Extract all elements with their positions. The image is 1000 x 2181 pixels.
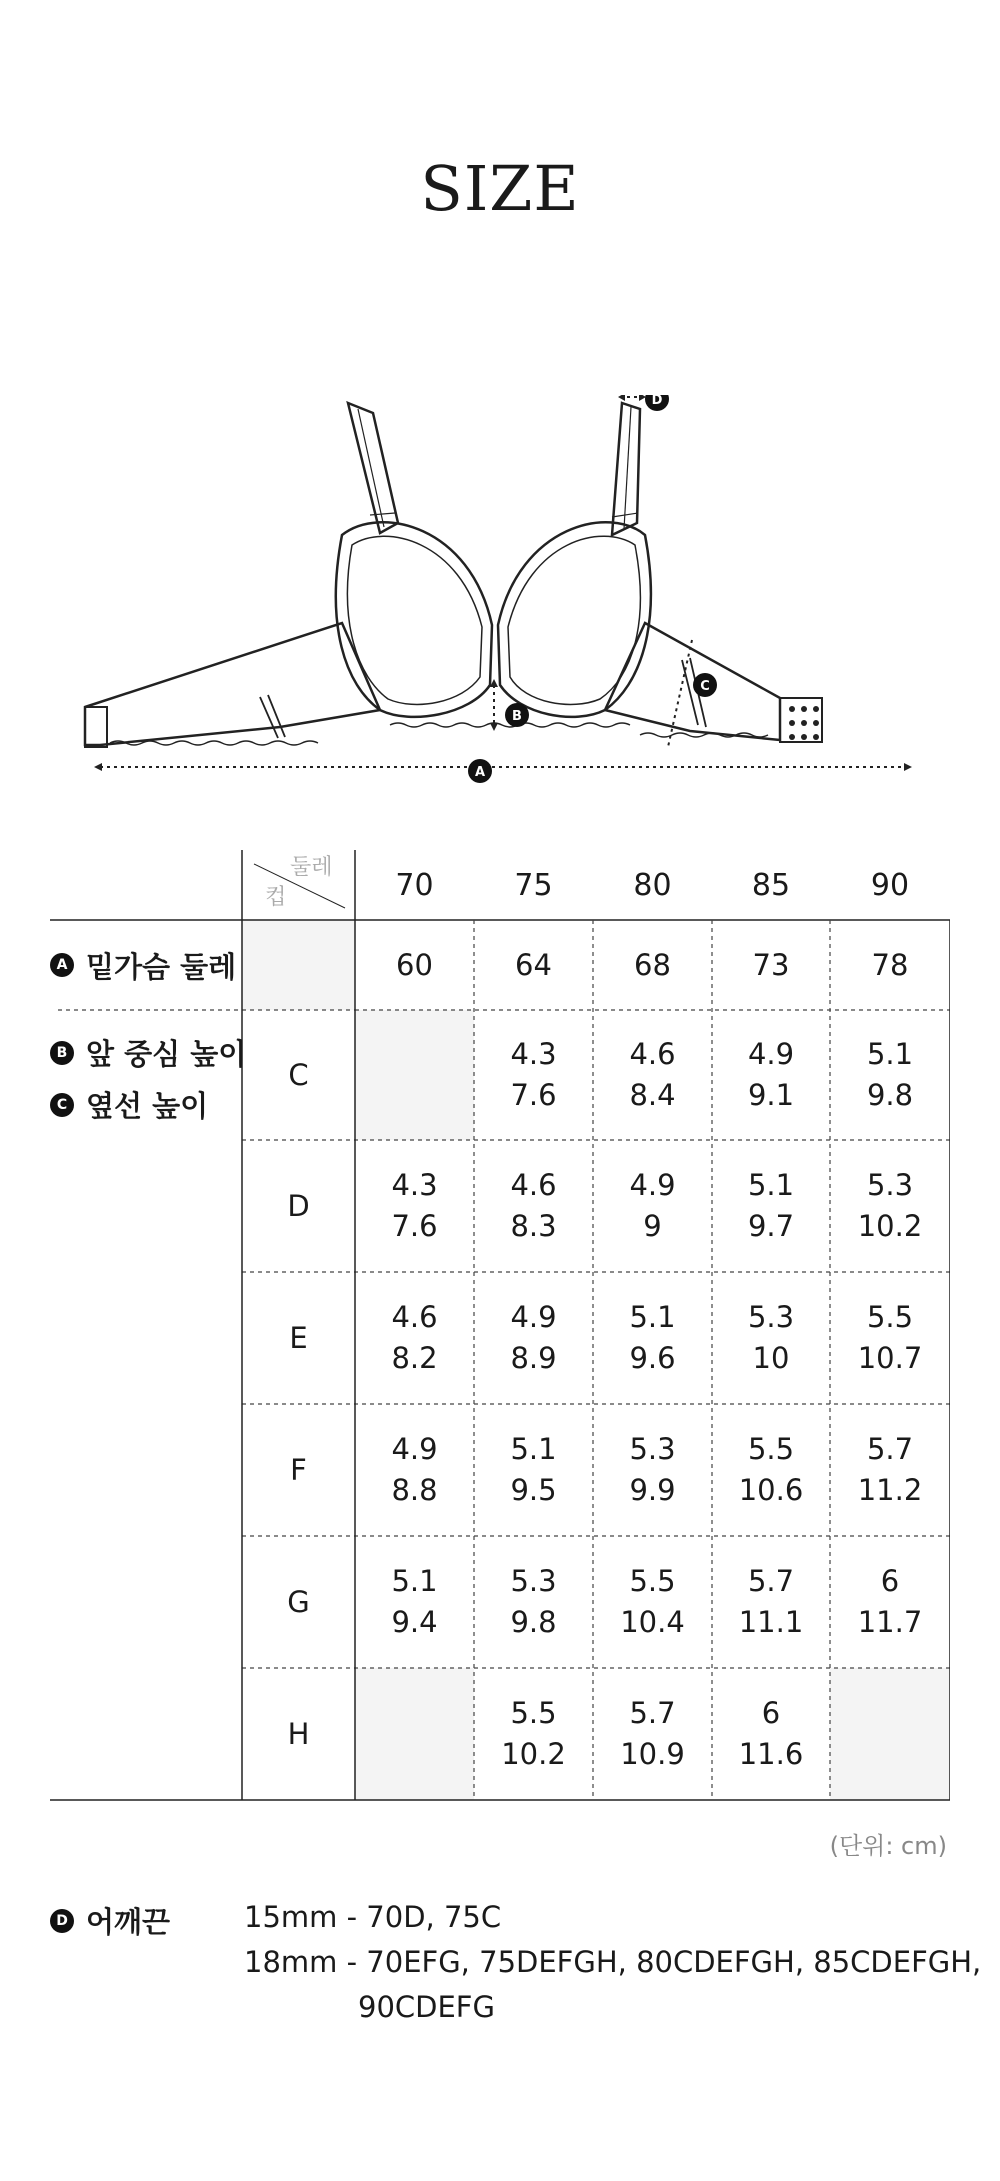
side-height-value: 11.2 bbox=[857, 1473, 923, 1507]
side-height-value: 9.7 bbox=[747, 1209, 795, 1243]
size-cell bbox=[712, 1010, 830, 1140]
side-height-value: 10.7 bbox=[857, 1341, 923, 1375]
front-height-value: 4.6 bbox=[510, 1168, 557, 1202]
front-height-value: 4.3 bbox=[510, 1037, 557, 1071]
cup-label: D bbox=[287, 1188, 310, 1223]
height-label-b bbox=[50, 1032, 246, 1073]
side-height-value: 9 bbox=[643, 1209, 662, 1243]
badge-a: A bbox=[50, 953, 74, 977]
size-cell bbox=[355, 1404, 474, 1536]
band-size-label: 70 bbox=[395, 867, 434, 903]
size-cell bbox=[712, 1536, 830, 1668]
side-height-value: 10.2 bbox=[501, 1737, 566, 1771]
marker-a: A bbox=[474, 765, 486, 780]
front-height-value: 5.3 bbox=[629, 1432, 676, 1466]
side-height-value: 8.8 bbox=[391, 1473, 438, 1507]
bra-illustration bbox=[80, 395, 920, 795]
side-height-value: 11.1 bbox=[738, 1605, 804, 1639]
front-height-value: 5.5 bbox=[866, 1300, 914, 1334]
cup-label-cell bbox=[242, 1536, 355, 1668]
underbust-cell bbox=[355, 920, 474, 1010]
side-height-value: 9.5 bbox=[510, 1473, 557, 1507]
underbust-value: 64 bbox=[515, 947, 552, 982]
strap-line-1: 15mm - 70D, 75C bbox=[244, 1900, 502, 1934]
size-cell bbox=[593, 1140, 712, 1272]
height-label-text: 옆선 높이 bbox=[86, 1089, 209, 1123]
cup-label-cell bbox=[242, 1140, 355, 1272]
front-height-value: 5.1 bbox=[866, 1037, 914, 1071]
front-height-value: 4.6 bbox=[629, 1037, 676, 1071]
band-size-header bbox=[355, 850, 474, 920]
size-cell bbox=[474, 1010, 593, 1140]
side-height-value: 9.6 bbox=[629, 1341, 676, 1375]
marker-d: D bbox=[651, 395, 663, 408]
size-cell bbox=[355, 1010, 474, 1140]
cup-label-cell bbox=[242, 1272, 355, 1404]
badge-c: C bbox=[50, 1093, 74, 1117]
size-cell bbox=[830, 1536, 950, 1668]
front-height-value: 6 bbox=[761, 1696, 781, 1730]
size-cell bbox=[593, 1272, 712, 1404]
front-height-value: 5.5 bbox=[747, 1432, 795, 1466]
size-cell bbox=[593, 1404, 712, 1536]
badge-d: D bbox=[50, 1909, 74, 1933]
side-height-value: 9.8 bbox=[510, 1605, 557, 1639]
band-size-header bbox=[474, 850, 593, 920]
size-cell bbox=[474, 1668, 593, 1800]
underbust-value: 73 bbox=[752, 947, 790, 982]
size-cell bbox=[593, 1536, 712, 1668]
front-height-value: 4.9 bbox=[629, 1168, 676, 1202]
front-height-value: 5.5 bbox=[629, 1564, 676, 1598]
band-size-header bbox=[712, 850, 830, 920]
strap-label-text: 어깨끈 bbox=[86, 1905, 171, 1939]
front-height-value: 5.7 bbox=[866, 1432, 914, 1466]
front-height-value: 5.1 bbox=[629, 1300, 676, 1334]
corner-band-label: 둘레 bbox=[290, 855, 333, 880]
side-height-value: 10 bbox=[752, 1341, 790, 1375]
unit-note: (단위: cm) bbox=[829, 1832, 947, 1860]
underbust-cell bbox=[712, 920, 830, 1010]
front-height-value: 5.1 bbox=[391, 1564, 438, 1598]
side-height-value: 10.2 bbox=[857, 1209, 923, 1243]
front-height-value: 4.9 bbox=[510, 1300, 557, 1334]
underbust-row-label bbox=[50, 920, 236, 1010]
size-table bbox=[50, 850, 950, 1806]
cup-label-cell bbox=[242, 1010, 355, 1140]
front-height-value: 4.6 bbox=[391, 1300, 438, 1334]
page-title: SIZE bbox=[420, 152, 580, 225]
height-label-text: 앞 중심 높이 bbox=[86, 1037, 247, 1071]
underbust-value: 68 bbox=[634, 947, 671, 982]
size-cell bbox=[593, 1668, 712, 1800]
front-height-value: 5.1 bbox=[510, 1432, 557, 1466]
empty-cell-shade bbox=[242, 920, 355, 1010]
band-size-header bbox=[593, 850, 712, 920]
band-size-header bbox=[830, 850, 950, 920]
size-cell bbox=[830, 1140, 950, 1272]
size-cell bbox=[474, 1404, 593, 1536]
strap-label bbox=[50, 1900, 170, 1941]
size-cell bbox=[355, 1536, 474, 1668]
height-label-c bbox=[50, 1084, 208, 1125]
size-cell bbox=[355, 1668, 474, 1800]
side-height-value: 8.9 bbox=[510, 1341, 557, 1375]
underbust-label: 밑가슴 둘레 bbox=[86, 949, 237, 984]
size-cell bbox=[474, 1140, 593, 1272]
cup-label: F bbox=[290, 1452, 307, 1487]
underbust-cell bbox=[830, 920, 950, 1010]
cup-label: C bbox=[288, 1057, 309, 1092]
side-height-value: 8.2 bbox=[391, 1341, 438, 1375]
cup-label-cell bbox=[242, 1404, 355, 1536]
side-height-value: 10.6 bbox=[738, 1473, 804, 1507]
band-size-label: 80 bbox=[633, 867, 672, 903]
cup-label: E bbox=[289, 1320, 308, 1355]
size-cell bbox=[593, 1010, 712, 1140]
size-cell bbox=[830, 1272, 950, 1404]
band-size-label: 75 bbox=[514, 867, 553, 903]
cup-label: H bbox=[287, 1716, 310, 1751]
marker-b: B bbox=[512, 709, 522, 724]
front-height-value: 4.9 bbox=[747, 1037, 795, 1071]
side-height-value: 11.6 bbox=[738, 1737, 804, 1771]
band-size-label: 90 bbox=[870, 867, 910, 903]
underbust-value: 60 bbox=[396, 947, 433, 982]
cup-label: G bbox=[287, 1584, 310, 1619]
strap-line-3: 90CDEFG bbox=[358, 1990, 495, 2024]
cup-label-cell bbox=[242, 1668, 355, 1800]
size-cell bbox=[830, 1404, 950, 1536]
underbust-cell bbox=[593, 920, 712, 1010]
front-height-value: 5.3 bbox=[747, 1300, 795, 1334]
front-height-value: 5.1 bbox=[747, 1168, 795, 1202]
front-height-value: 5.3 bbox=[510, 1564, 557, 1598]
underbust-value: 78 bbox=[871, 947, 909, 982]
corner-cup-label: 컵 bbox=[265, 885, 287, 910]
size-cell bbox=[474, 1536, 593, 1668]
side-height-value: 7.6 bbox=[391, 1209, 438, 1243]
side-height-value: 9.9 bbox=[629, 1473, 676, 1507]
side-height-value: 9.4 bbox=[391, 1605, 438, 1639]
side-height-value: 7.6 bbox=[510, 1078, 557, 1112]
front-height-value: 4.3 bbox=[391, 1168, 438, 1202]
size-cell bbox=[712, 1404, 830, 1536]
front-height-value: 6 bbox=[880, 1564, 900, 1598]
front-height-value: 5.7 bbox=[629, 1696, 676, 1730]
strap-line-2: 18mm - 70EFG, 75DEFGH, 80CDEFGH, 85CDEFGH, bbox=[244, 1945, 982, 1979]
size-cell bbox=[712, 1272, 830, 1404]
size-cell bbox=[355, 1272, 474, 1404]
side-height-value: 9.1 bbox=[747, 1078, 795, 1112]
size-cell bbox=[712, 1668, 830, 1800]
front-height-value: 5.5 bbox=[510, 1696, 557, 1730]
side-height-value: 10.9 bbox=[620, 1737, 685, 1771]
side-height-value: 8.3 bbox=[510, 1209, 557, 1243]
side-height-value: 11.7 bbox=[857, 1605, 923, 1639]
front-height-value: 5.3 bbox=[866, 1168, 914, 1202]
band-size-label: 85 bbox=[751, 867, 791, 903]
underbust-cell bbox=[474, 920, 593, 1010]
front-height-value: 5.7 bbox=[747, 1564, 795, 1598]
badge-b: B bbox=[50, 1041, 74, 1065]
size-cell bbox=[830, 1010, 950, 1140]
bra-diagram bbox=[80, 395, 920, 795]
side-height-value: 10.4 bbox=[620, 1605, 685, 1639]
size-cell bbox=[712, 1140, 830, 1272]
marker-c: C bbox=[700, 679, 710, 694]
side-height-value: 9.8 bbox=[866, 1078, 914, 1112]
size-cell bbox=[474, 1272, 593, 1404]
size-cell bbox=[355, 1140, 474, 1272]
side-height-value: 8.4 bbox=[629, 1078, 676, 1112]
front-height-value: 4.9 bbox=[391, 1432, 438, 1466]
size-cell bbox=[830, 1668, 950, 1800]
